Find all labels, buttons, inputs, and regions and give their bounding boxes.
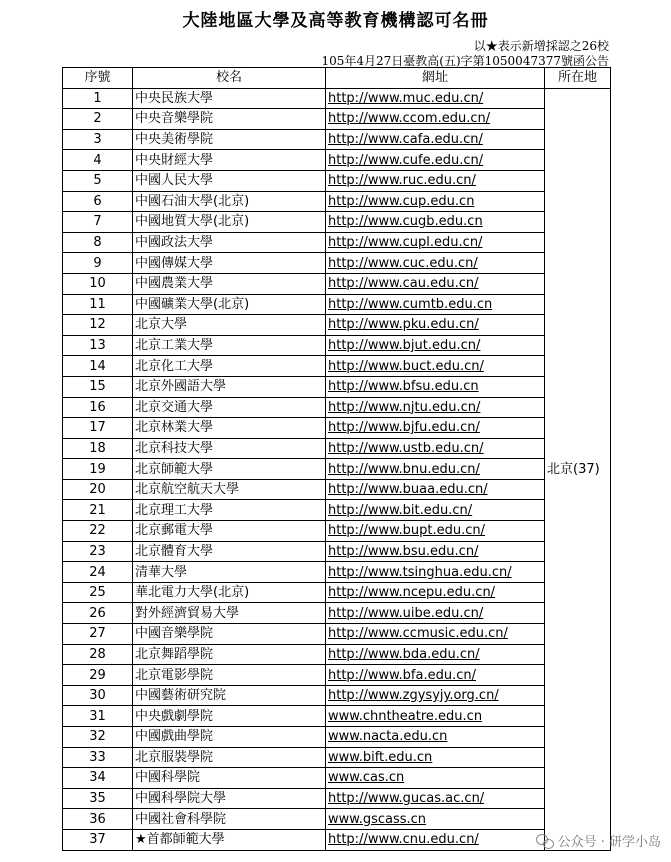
school-name: 中國音樂學院 <box>133 624 326 645</box>
table-row <box>63 356 611 377</box>
row-number: 31 <box>63 706 133 727</box>
header-school-name: 校名 <box>133 68 326 89</box>
school-name: 北京理工大學 <box>133 500 326 521</box>
school-name: 中國傳媒大學 <box>133 253 326 274</box>
page-title: 大陸地區大學及高等教育機構認可名冊 <box>182 11 489 31</box>
school-name: 北京工業大學 <box>133 335 326 356</box>
school-name: 北京科技大學 <box>133 438 326 459</box>
school-url-cell <box>326 376 545 397</box>
school-name: 中國科學院大學 <box>133 788 326 809</box>
school-url-cell <box>326 273 545 294</box>
school-url-cell <box>326 356 545 377</box>
table-row <box>63 109 611 130</box>
row-number: 3 <box>63 129 133 150</box>
table-row <box>63 768 611 789</box>
table-row <box>63 232 611 253</box>
table-row <box>63 88 611 109</box>
school-url-cell <box>326 562 545 583</box>
header-url: 網址 <box>326 68 545 89</box>
school-url-cell <box>326 727 545 748</box>
school-url-link[interactable]: http://www.cup.edu.cn <box>328 193 475 209</box>
table-row <box>63 294 611 315</box>
table-row <box>63 521 611 542</box>
table-row <box>63 335 611 356</box>
table-row <box>63 212 611 233</box>
document-reference: 105年4月27日臺教高(五)字第1050047377號函公告 <box>321 54 609 68</box>
school-url-link[interactable]: http://www.bfa.edu.cn/ <box>328 667 476 683</box>
row-number: 15 <box>63 376 133 397</box>
table-row <box>63 809 611 830</box>
school-name: 北京航空航天大學 <box>133 479 326 500</box>
row-number: 11 <box>63 294 133 315</box>
school-url-link[interactable]: http://www.bit.edu.cn/ <box>328 502 473 518</box>
school-url-link[interactable]: http://www.cumtb.edu.cn <box>328 296 493 312</box>
row-number: 20 <box>63 479 133 500</box>
school-name: 中央美術學院 <box>133 129 326 150</box>
school-name: 中國政法大學 <box>133 232 326 253</box>
school-url-link[interactable]: http://www.bupt.edu.cn/ <box>328 523 486 539</box>
row-number: 10 <box>63 273 133 294</box>
school-url-link[interactable]: http://www.cugb.edu.cn <box>328 214 483 230</box>
school-url-link[interactable]: http://www.ruc.edu.cn/ <box>328 173 476 189</box>
school-name: 北京交通大學 <box>133 397 326 418</box>
row-number: 1 <box>63 88 133 109</box>
school-name: 中央財經大學 <box>133 150 326 171</box>
location-cell: 北京(37) <box>545 88 611 850</box>
table-row <box>63 624 611 645</box>
table-row <box>63 129 611 150</box>
table-row <box>63 376 611 397</box>
row-number: 32 <box>63 727 133 748</box>
school-name: 北京外國語大學 <box>133 376 326 397</box>
school-url-cell <box>326 500 545 521</box>
school-name: 中國藝術研究院 <box>133 685 326 706</box>
school-url-link[interactable]: http://www.njtu.edu.cn/ <box>328 399 481 415</box>
school-url-cell <box>326 150 545 171</box>
new-schools-note: 以★表示新增採認之26校 <box>473 39 609 53</box>
table-row <box>63 170 611 191</box>
school-name: 中國石油大學(北京) <box>133 191 326 212</box>
table-row <box>63 459 611 480</box>
university-table <box>62 67 611 851</box>
school-url-link[interactable]: http://www.cupl.edu.cn/ <box>328 235 483 251</box>
school-url-cell <box>326 459 545 480</box>
school-url-link[interactable]: http://www.bnu.edu.cn/ <box>328 461 480 477</box>
school-url-cell <box>326 315 545 336</box>
school-name: 北京體育大學 <box>133 541 326 562</box>
school-url-link[interactable]: www.cas.cn <box>328 770 405 786</box>
wechat-icon <box>536 834 554 848</box>
school-url-cell <box>326 418 545 439</box>
school-url-cell <box>326 232 545 253</box>
school-url-cell <box>326 582 545 603</box>
row-number: 18 <box>63 438 133 459</box>
school-name: 北京郵電大學 <box>133 521 326 542</box>
table-row <box>63 273 611 294</box>
school-url-link[interactable]: http://www.cufe.edu.cn/ <box>328 152 484 168</box>
watermark <box>536 831 661 850</box>
row-number: 17 <box>63 418 133 439</box>
school-url-cell <box>326 170 545 191</box>
school-url-cell <box>326 747 545 768</box>
row-number: 24 <box>63 562 133 583</box>
table-row <box>63 541 611 562</box>
row-number: 35 <box>63 788 133 809</box>
school-url-cell <box>326 438 545 459</box>
school-url-cell <box>326 479 545 500</box>
school-url-link[interactable]: www.bift.edu.cn <box>328 749 433 765</box>
table-row <box>63 315 611 336</box>
table-row <box>63 829 611 850</box>
school-url-cell <box>326 109 545 130</box>
table-row <box>63 665 611 686</box>
school-url-link[interactable]: http://www.uibe.edu.cn/ <box>328 605 484 621</box>
row-number: 29 <box>63 665 133 686</box>
school-url-cell <box>326 644 545 665</box>
school-url-link[interactable]: http://www.gucas.ac.cn/ <box>328 791 485 807</box>
table-row <box>63 397 611 418</box>
school-url-cell <box>326 665 545 686</box>
row-number: 5 <box>63 170 133 191</box>
school-name: 北京大學 <box>133 315 326 336</box>
row-number: 37 <box>63 829 133 850</box>
school-url-link[interactable]: www.nacta.edu.cn <box>328 729 448 745</box>
row-number: 4 <box>63 150 133 171</box>
table-row <box>63 788 611 809</box>
table-header-row <box>63 68 611 89</box>
school-url-link[interactable]: www.chntheatre.edu.cn <box>328 708 483 724</box>
school-url-cell <box>326 685 545 706</box>
header-number: 序號 <box>63 68 133 89</box>
row-number: 16 <box>63 397 133 418</box>
table-row <box>63 479 611 500</box>
school-url-cell <box>326 624 545 645</box>
school-url-cell <box>326 191 545 212</box>
row-number: 27 <box>63 624 133 645</box>
school-name: 北京化工大學 <box>133 356 326 377</box>
school-url-link[interactable]: http://www.bjut.edu.cn/ <box>328 338 481 354</box>
school-url-cell <box>326 88 545 109</box>
school-name: 中央音樂學院 <box>133 109 326 130</box>
school-url-link[interactable]: http://www.buaa.edu.cn/ <box>328 482 488 498</box>
row-number: 12 <box>63 315 133 336</box>
row-number: 8 <box>63 232 133 253</box>
school-url-cell <box>326 253 545 274</box>
table-row <box>63 253 611 274</box>
school-name: 中國礦業大學(北京) <box>133 294 326 315</box>
table-row <box>63 500 611 521</box>
row-number: 36 <box>63 809 133 830</box>
school-url-cell <box>326 294 545 315</box>
school-url-link[interactable]: http://www.bjfu.edu.cn/ <box>328 420 480 436</box>
school-url-link[interactable]: http://www.ccom.edu.cn/ <box>328 111 491 127</box>
school-url-cell <box>326 788 545 809</box>
row-number: 14 <box>63 356 133 377</box>
table-row <box>63 562 611 583</box>
row-number: 6 <box>63 191 133 212</box>
row-number: 25 <box>63 582 133 603</box>
school-name: 對外經濟貿易大學 <box>133 603 326 624</box>
school-url-link[interactable]: http://www.zgysyjy.org.cn/ <box>328 688 499 704</box>
row-number: 30 <box>63 685 133 706</box>
school-url-link[interactable]: http://www.bda.edu.cn/ <box>328 646 480 662</box>
table-row <box>63 150 611 171</box>
school-url-link[interactable]: http://www.cau.edu.cn/ <box>328 276 479 292</box>
table-row <box>63 582 611 603</box>
school-url-link[interactable]: http://www.cnu.edu.cn/ <box>328 832 479 848</box>
school-url-cell <box>326 129 545 150</box>
school-name: 中國戲曲學院 <box>133 727 326 748</box>
school-name: 北京電影學院 <box>133 665 326 686</box>
table-row <box>63 418 611 439</box>
school-name: 華北電力大學(北京) <box>133 582 326 603</box>
row-number: 23 <box>63 541 133 562</box>
school-url-link[interactable]: http://www.tsinghua.edu.cn/ <box>328 564 512 580</box>
school-name: 北京林業大學 <box>133 418 326 439</box>
school-url-cell <box>326 829 545 850</box>
table-row <box>63 438 611 459</box>
school-url-cell <box>326 521 545 542</box>
school-name: ★首都師範大學 <box>133 829 326 850</box>
school-url-link[interactable]: http://www.ncepu.edu.cn/ <box>328 585 496 601</box>
school-url-cell <box>326 768 545 789</box>
row-number: 26 <box>63 603 133 624</box>
school-url-cell <box>326 706 545 727</box>
school-name: 北京服裝學院 <box>133 747 326 768</box>
school-url-link[interactable]: http://www.ustb.edu.cn/ <box>328 440 484 456</box>
school-name: 清華大學 <box>133 562 326 583</box>
row-number: 9 <box>63 253 133 274</box>
table-row <box>63 727 611 748</box>
table-row <box>63 706 611 727</box>
row-number: 21 <box>63 500 133 521</box>
row-number: 22 <box>63 521 133 542</box>
school-url-link[interactable]: http://www.bsu.edu.cn/ <box>328 543 479 559</box>
row-number: 34 <box>63 768 133 789</box>
row-number: 19 <box>63 459 133 480</box>
school-name: 中國地質大學(北京) <box>133 212 326 233</box>
school-name: 中國社會科學院 <box>133 809 326 830</box>
school-name: 中國人民大學 <box>133 170 326 191</box>
row-number: 33 <box>63 747 133 768</box>
school-url-link[interactable]: http://www.ccmusic.edu.cn/ <box>328 626 508 642</box>
school-url-link[interactable]: http://www.pku.edu.cn/ <box>328 317 479 333</box>
school-url-cell <box>326 335 545 356</box>
school-url-cell <box>326 541 545 562</box>
row-number: 13 <box>63 335 133 356</box>
school-name: 中國農業大學 <box>133 273 326 294</box>
row-number: 7 <box>63 212 133 233</box>
header-location: 所在地 <box>545 68 611 89</box>
table-row <box>63 747 611 768</box>
school-url-link[interactable]: http://www.buct.edu.cn/ <box>328 358 484 374</box>
school-name: 北京師範大學 <box>133 459 326 480</box>
school-url-cell <box>326 397 545 418</box>
school-name: 中國科學院 <box>133 768 326 789</box>
school-name: 北京舞蹈學院 <box>133 644 326 665</box>
school-url-cell <box>326 212 545 233</box>
school-url-link[interactable]: http://www.cafa.edu.cn/ <box>328 132 483 148</box>
school-name: 中央民族大學 <box>133 88 326 109</box>
table-row <box>63 685 611 706</box>
row-number: 28 <box>63 644 133 665</box>
table-row <box>63 603 611 624</box>
school-url-cell <box>326 809 545 830</box>
table-row <box>63 644 611 665</box>
school-name: 中央戲劇學院 <box>133 706 326 727</box>
table-row <box>63 191 611 212</box>
school-url-link[interactable]: http://www.bfsu.edu.cn <box>328 379 479 395</box>
row-number: 2 <box>63 109 133 130</box>
school-url-cell <box>326 603 545 624</box>
watermark-text: 公众号 · 研学小岛 <box>557 835 661 850</box>
school-url-link[interactable]: www.gscass.cn <box>328 811 427 827</box>
school-url-link[interactable]: http://www.cuc.edu.cn/ <box>328 255 478 271</box>
school-url-link[interactable]: http://www.muc.edu.cn/ <box>328 90 484 106</box>
